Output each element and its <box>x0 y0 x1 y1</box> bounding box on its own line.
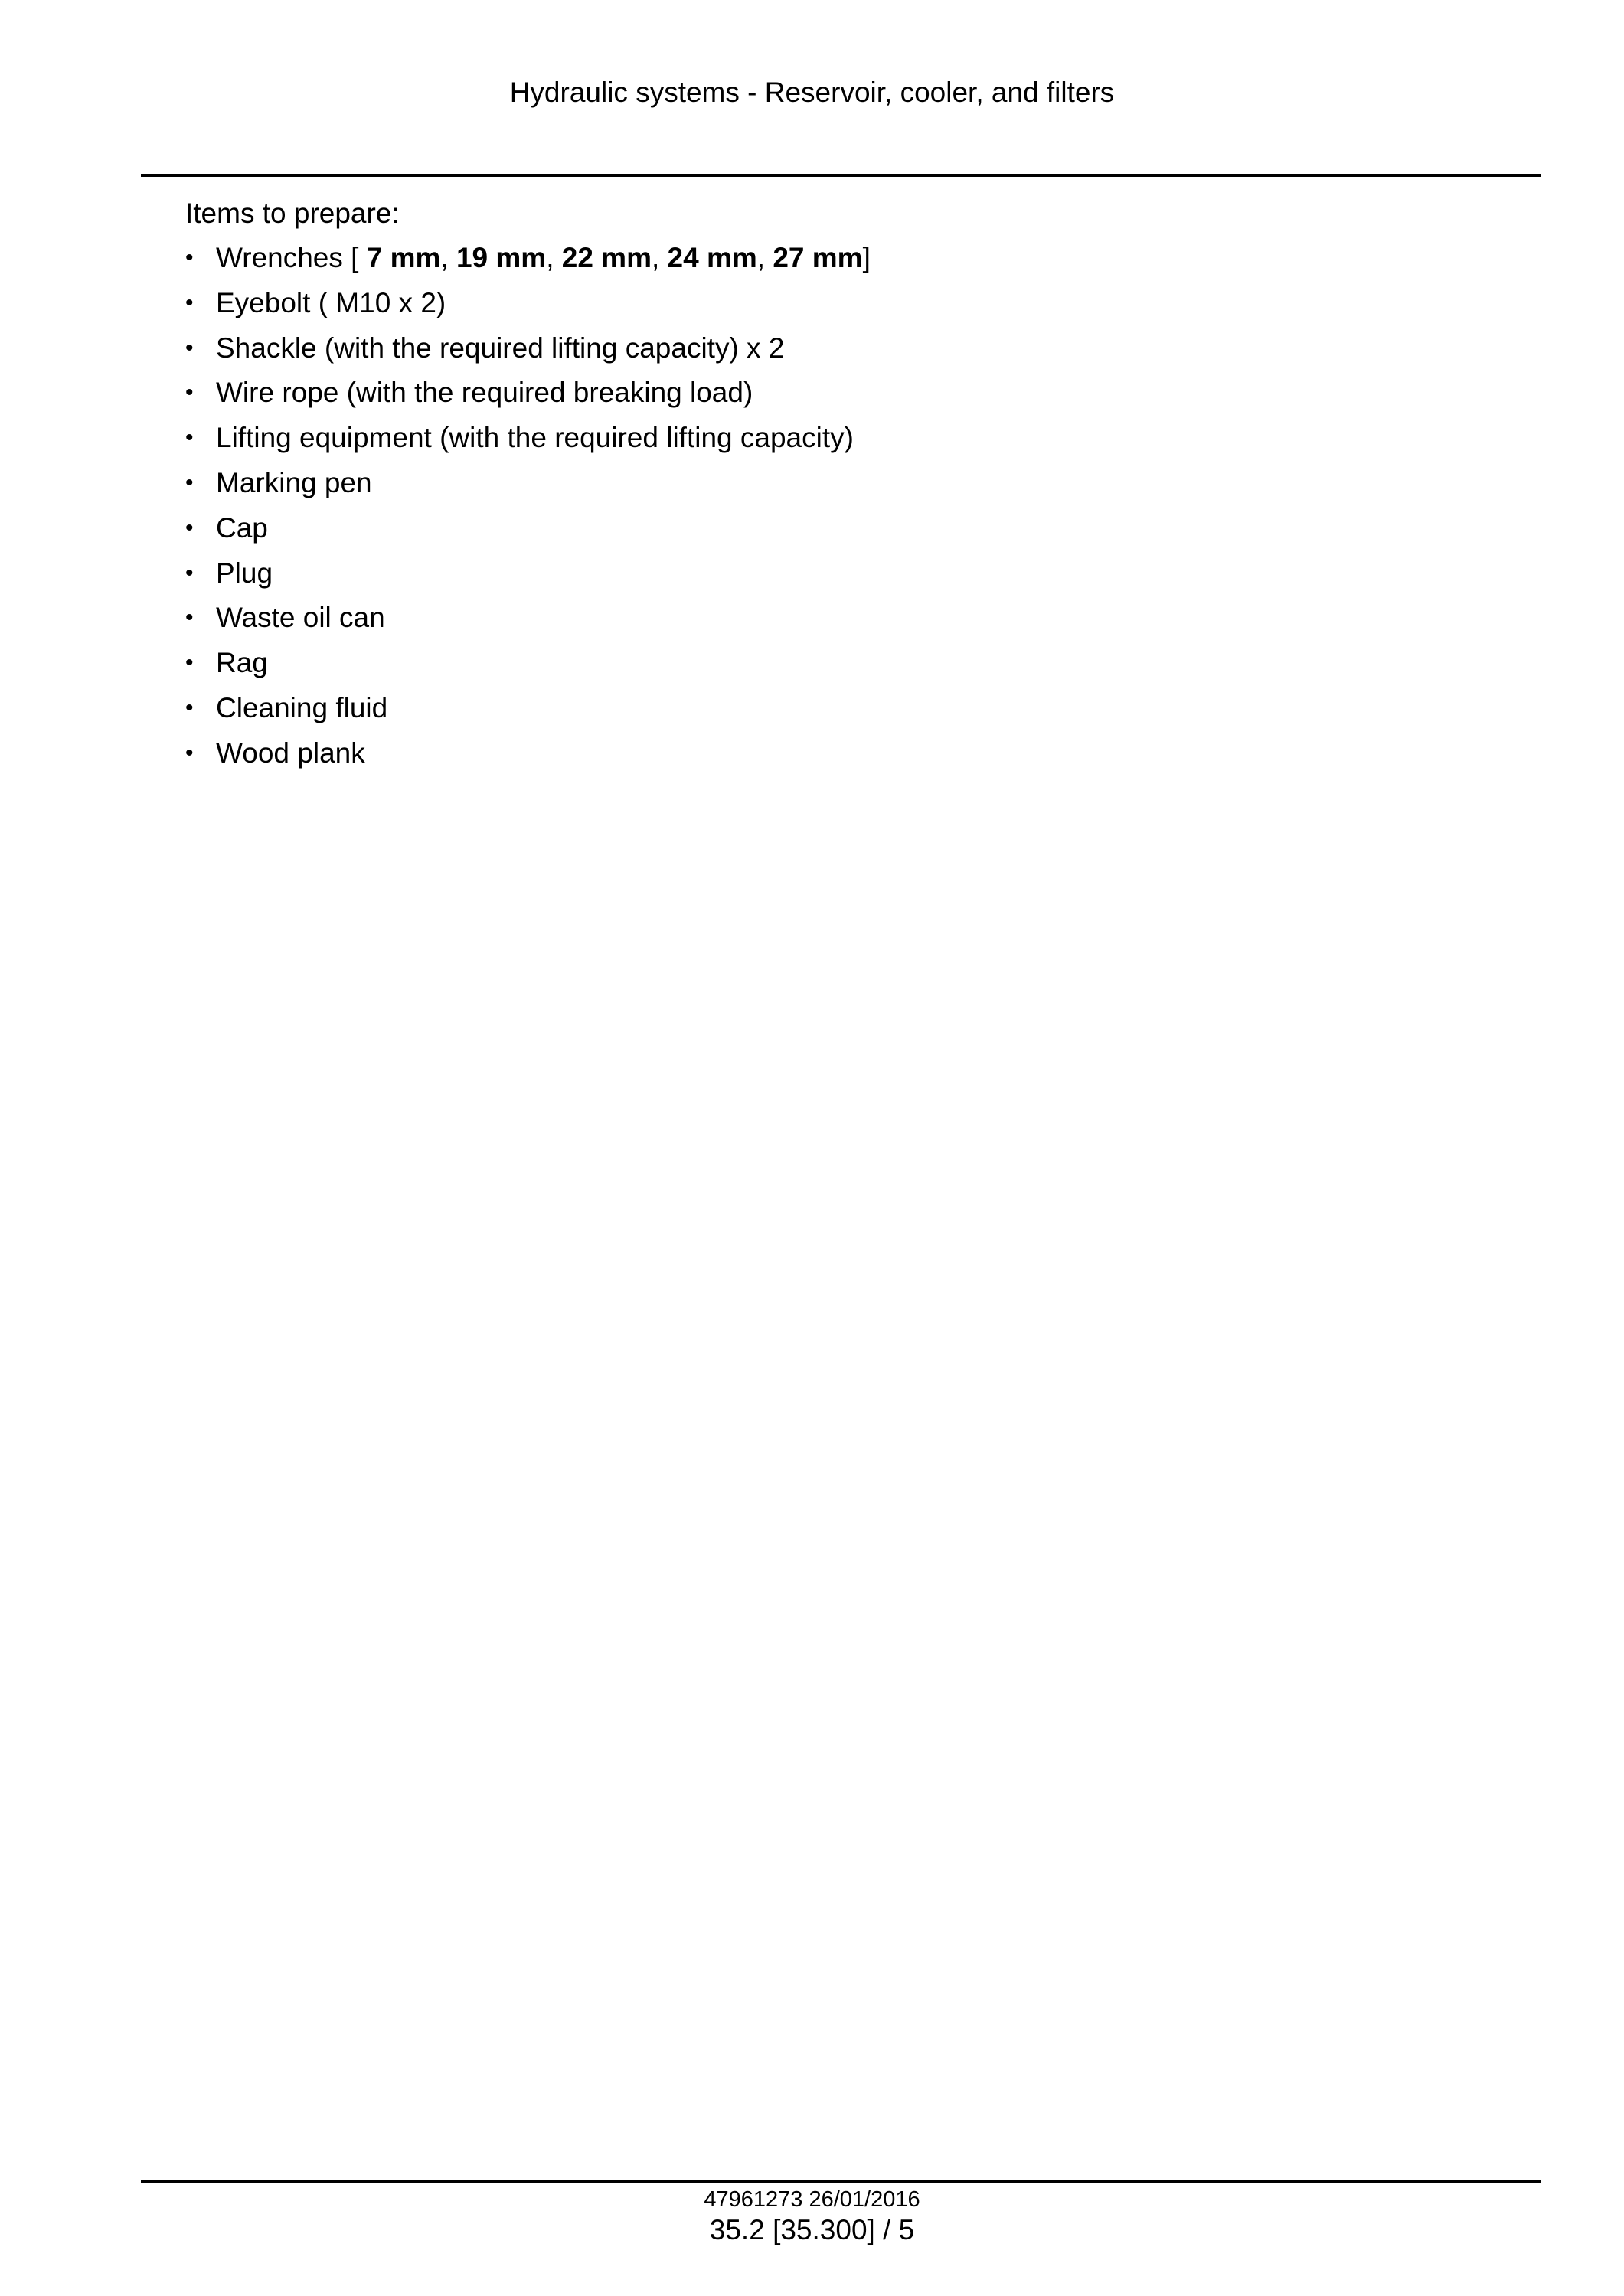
items-list <box>185 236 1487 776</box>
list-item-text: Eyebolt ( M10 x 2) <box>216 286 446 318</box>
list-item-text: Lifting equipment (with the required lifting capacity) <box>216 422 854 454</box>
bullet-icon: • <box>185 514 194 541</box>
list-item-text: Shackle (with the required lifting capacity) x 2 <box>216 331 785 364</box>
list-item <box>185 506 1487 551</box>
bullet-icon: • <box>185 245 194 270</box>
list-item <box>185 326 1487 371</box>
items-intro: Items to prepare: <box>185 198 400 229</box>
bullet-icon: • <box>185 560 194 586</box>
list-item-text: Plug <box>216 557 273 589</box>
bullet-icon: • <box>185 380 194 406</box>
footer-divider <box>141 2180 1541 2183</box>
wrench-size: 7 mm <box>366 242 441 273</box>
bullet-icon: • <box>185 740 194 766</box>
list-item <box>185 641 1487 686</box>
wrench-separator: , <box>756 242 773 273</box>
footer-doc-info: 47961273 26/01/2016 <box>704 2187 920 2212</box>
list-item-text: Cap <box>216 511 268 544</box>
list-item-wrenches <box>185 236 1487 281</box>
list-item <box>185 461 1487 506</box>
wrench-size: 24 mm <box>667 242 757 273</box>
bullet-icon: • <box>185 694 194 720</box>
list-item <box>185 596 1487 641</box>
wrenches-suffix: ] <box>862 242 871 273</box>
items-section <box>185 191 1487 776</box>
footer-page-number: 35.2 [35.300] / 5 <box>709 2214 915 2245</box>
bullet-icon: • <box>185 335 194 361</box>
header-divider <box>141 174 1541 177</box>
list-item <box>185 416 1487 461</box>
list-item-text: Rag <box>216 647 268 679</box>
list-item-text: Cleaning fluid <box>216 691 388 723</box>
wrench-separator: , <box>440 242 456 273</box>
list-item-text: Wood plank <box>216 736 365 769</box>
wrench-separator: , <box>651 242 668 273</box>
bullet-icon: • <box>185 425 194 451</box>
list-item <box>185 686 1487 731</box>
list-item <box>185 371 1487 416</box>
wrenches-prefix: Wrenches [ <box>216 242 367 273</box>
bullet-icon: • <box>185 650 194 676</box>
list-item-text: Wire rope (with the required breaking load) <box>216 377 753 409</box>
page-header-title: Hydraulic systems - Reservoir, cooler, and filters <box>509 77 1115 108</box>
list-item <box>185 731 1487 776</box>
wrench-size: 27 mm <box>773 242 863 273</box>
bullet-icon: • <box>185 289 194 315</box>
wrench-separator: , <box>546 242 562 273</box>
bullet-icon: • <box>185 469 194 495</box>
bullet-icon: • <box>185 605 194 631</box>
list-item <box>185 281 1487 326</box>
list-item-text: Marking pen <box>216 466 372 498</box>
list-item <box>185 551 1487 596</box>
wrench-size: 22 mm <box>561 242 652 273</box>
list-item-text: Waste oil can <box>216 602 385 634</box>
wrench-size: 19 mm <box>456 242 547 273</box>
